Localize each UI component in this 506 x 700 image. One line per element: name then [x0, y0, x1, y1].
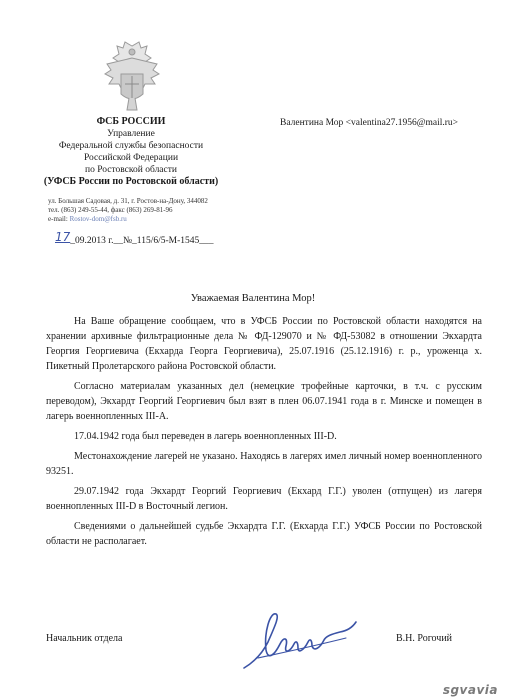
paragraph: 29.07.1942 года Экхардт Георгий Георгиевич (Екхард Г.Г.) уволен (отпущен) из лагеря военнопленных III-D в Восточный легион.: [46, 486, 482, 512]
paragraph: Местонахождение лагерей не указано. Находясь в лагерях имел личный номер военнопленного 93251.: [46, 451, 482, 477]
org-email-link[interactable]: Rostov-dom@fsb.ru: [69, 215, 127, 223]
watermark: sgvavia: [442, 683, 498, 697]
salutation: Уважаемая Валентина Мор!: [190, 293, 316, 304]
organization-block: [36, 116, 226, 188]
org-name: ФСБ РОССИИ: [96, 116, 166, 127]
org-address: ул. Большая Садовая, д. 31, г. Ростов-на-Дону, 344082: [48, 197, 208, 205]
org-contacts: [48, 197, 228, 224]
org-line: Российской Федерации: [83, 153, 179, 163]
org-short-name: (УФСБ России по Ростовской области): [43, 176, 219, 187]
paragraph: 17.04.1942 года был переведен в лагерь военнопленных III-D.: [74, 431, 337, 442]
org-phone: тел. (863) 249-55-44, факс (863) 269-81-96: [48, 206, 173, 214]
letter-body: [46, 314, 482, 554]
org-line: по Ростовской области: [85, 165, 177, 175]
fsb-emblem-icon: [103, 40, 161, 116]
paragraph: Сведениями о дальнейшей судьбе Экхардта Г.Г. (Екхарда Г.Г.) УФСБ России по Ростовской области не располагает.: [46, 521, 482, 547]
handwritten-day: 17: [55, 230, 71, 244]
signer-name: В.Н. Рогочий: [396, 633, 453, 644]
org-line: Федеральной службы безопасности: [58, 141, 204, 151]
document-number: [55, 232, 214, 246]
org-line: Управление: [107, 129, 155, 139]
document-number-rest: _09.2013 г.__№_115/6/5-М-1545___: [70, 236, 214, 246]
paragraph: Согласно материалам указанных дел (немецкие трофейные карточки, в т.ч. с русским переводом), Экхардт Георгий Георгиевич был взят в плен 06.07.1941 года в г. Минске и помещен в лагерь военнопленных III-A.: [46, 381, 482, 422]
paragraph: На Ваше обращение сообщаем, что в УФСБ России по Ростовской области находятся на хранении архивные фильтрационные дела № ФД-129070 и № ФД-53082 в отношении Экхардта Георгия Георгиевича (Екхарда Георга Георгиевича), 25.07.1916 (25.12.1916) г. р., уроженца х. Пикетный Пролетарского района Ростовской области.: [46, 316, 482, 372]
email-label: e-mail:: [48, 215, 68, 223]
handwritten-signature: [236, 598, 360, 678]
recipient: Валентина Мор <valentina27.1956@mail.ru>: [280, 118, 459, 128]
org-email-line: [48, 215, 228, 224]
signer-position: Начальник отдела: [46, 633, 123, 644]
